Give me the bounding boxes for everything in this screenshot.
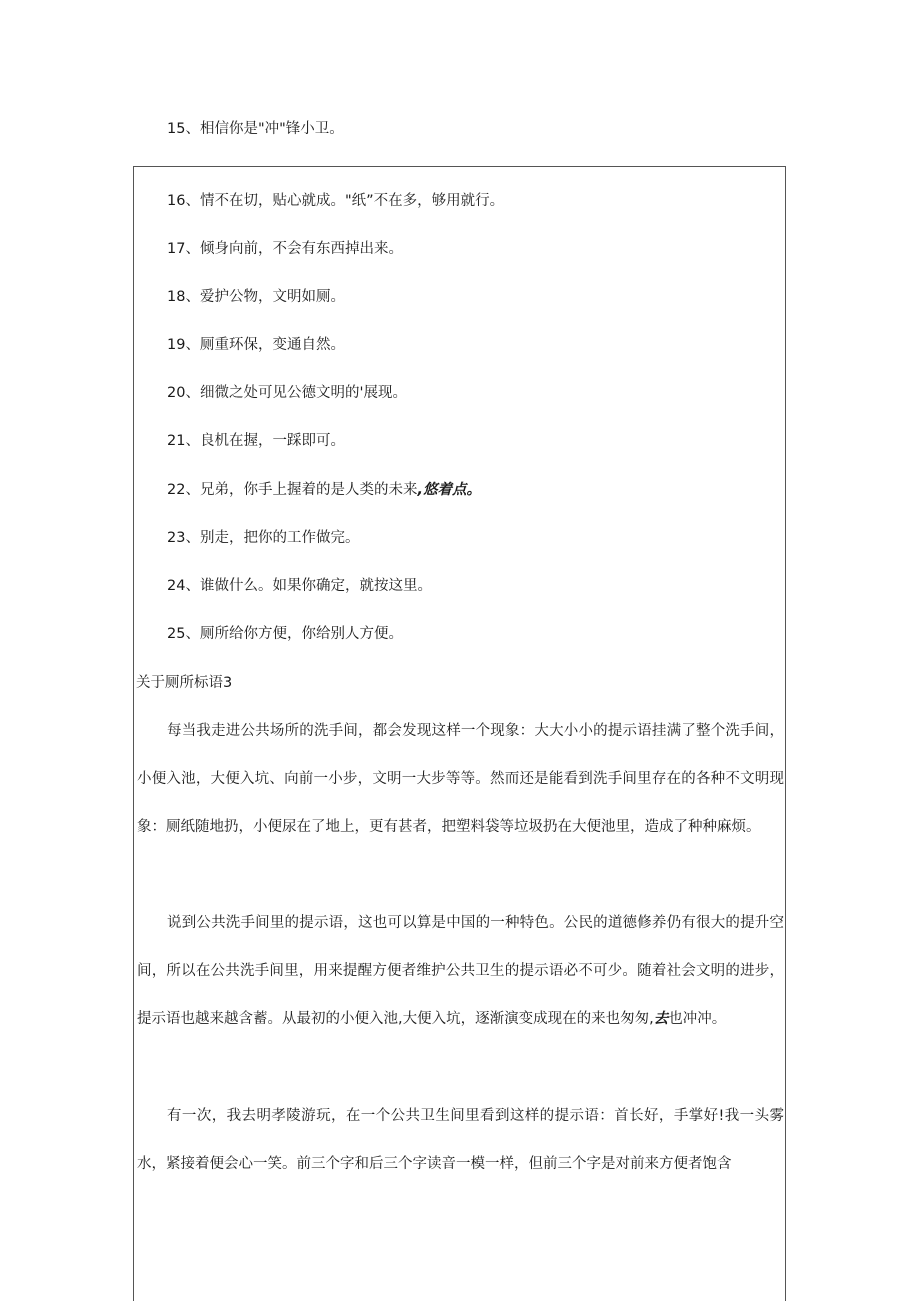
slogan-item: 17、倾身向前，不会有东西掉出来。 (167, 241, 403, 257)
item-text: 细微之处可见公德文明的'展现。 (199, 385, 407, 401)
item-text: 良机在握，一踩即可。 (199, 433, 345, 449)
slogan-item: 15、相信你是"冲"锋小卫。 (167, 121, 344, 137)
item-number: 17 (167, 241, 186, 257)
item-emphasis: ,悠着点。 (417, 482, 481, 498)
paragraph-emphasis: 去 (653, 1011, 669, 1027)
item-number: 23 (167, 530, 186, 546)
item-text: 情不在切，贴心就成。"纸”不在多，够用就行。 (199, 193, 505, 209)
slogan-item: 24、谁做什么。如果你确定，就按这里。 (167, 578, 432, 594)
item-text: 厕重环保，变通自然。 (199, 337, 345, 353)
item-number: 24 (167, 578, 186, 594)
item-number: 19 (167, 337, 186, 353)
slogan-item: 21、良机在握，一踩即可。 (167, 433, 345, 449)
slogan-item: 18、爱护公物，文明如厕。 (167, 289, 345, 305)
item-number: 21 (167, 433, 186, 449)
section-heading: 关于厕所标语3 (136, 675, 233, 691)
slogan-item: 25、厕所给你方便，你给别人方便。 (167, 626, 403, 642)
item-number: 25 (167, 626, 186, 642)
item-text: 谁做什么。如果你确定，就按这里。 (199, 578, 432, 594)
item-text: 相信你是"冲"锋小卫。 (199, 121, 344, 137)
slogan-item: 16、情不在切，贴心就成。"纸”不在多，够用就行。 (167, 193, 505, 209)
slogan-item: 19、厕重环保，变通自然。 (167, 337, 345, 353)
item-text: 兄弟，你手上握着的是人类的未来 (199, 482, 418, 498)
item-number: 16 (167, 193, 186, 209)
paragraph-2: 说到公共洗手间里的提示语，这也可以算是中国的一种特色。公民的道德修养仍有很大的提升空间，所以在公共洗手间里，用来提醒方便者维护公共卫生的提示语必不可少。随着社会文明的进步，提示语也越来越含蓄。从最初的小便入池,大便入坑，逐渐演变成现在的来也匆匆,去也冲冲。 (137, 915, 784, 1027)
slogan-item: 20、细微之处可见公德文明的'展现。 (167, 385, 407, 401)
item-number: 20 (167, 385, 186, 401)
item-number: 15 (167, 121, 186, 137)
paragraph-1: 每当我走进公共场所的洗手间，都会发现这样一个现象：大大小小的提示语挂满了整个洗手间，小便入池，大便入坑、向前一小步，文明一大步等等。然而还是能看到洗手间里存在的各种不文明现象：厕纸随地扔，小便尿在了地上，更有甚者，把塑料袋等垃圾扔在大便池里，造成了种种麻烦。 (137, 723, 784, 835)
paragraph-3: 有一次，我去明孝陵游玩，在一个公共卫生间里看到这样的提示语：首长好，手掌好!我一头雾水，紧接着便会心一笑。前三个字和后三个字读音一模一样，但前三个字是对前来方便者饱含 (137, 1108, 784, 1172)
item-number: 18 (167, 289, 186, 305)
item-text: 爱护公物，文明如厕。 (199, 289, 345, 305)
item-text: 厕所给你方便，你给别人方便。 (199, 626, 403, 642)
slogan-item: 22、兄弟，你手上握着的是人类的未来,悠着点。 (167, 482, 481, 498)
item-text: 别走，把你的工作做完。 (199, 530, 360, 546)
item-text: 倾身向前，不会有东西掉出来。 (199, 241, 403, 257)
slogan-item: 23、别走，把你的工作做完。 (167, 530, 360, 546)
item-number: 22 (167, 482, 186, 498)
